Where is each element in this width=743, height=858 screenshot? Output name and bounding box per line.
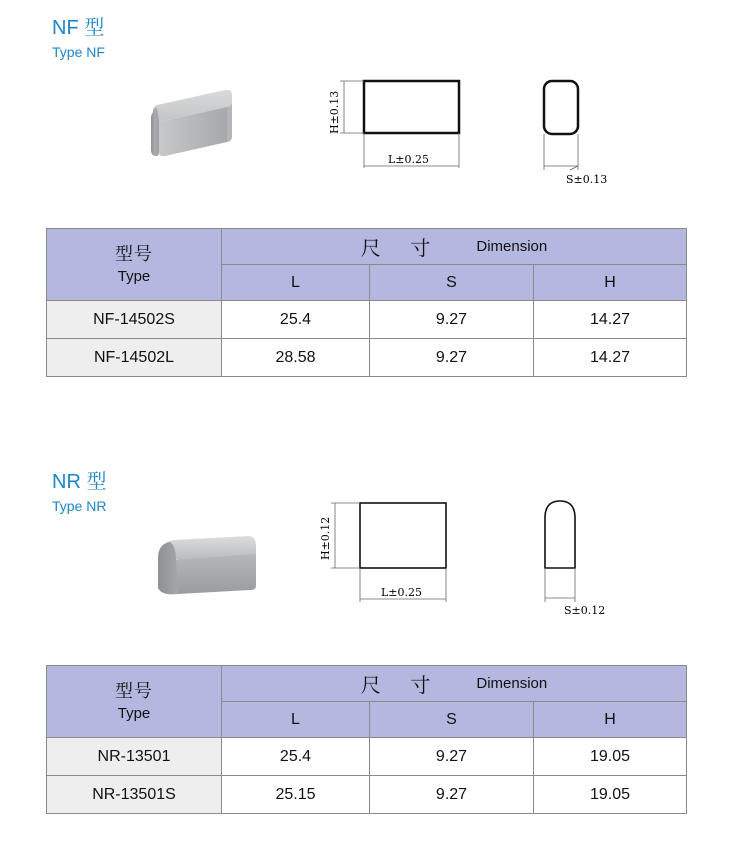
model-header-en: Type [117,267,151,285]
dimension-header-en: Dimension [476,238,548,255]
nr-front-view-drawing [315,490,475,605]
column-header-h: H [534,265,687,301]
nr-section-subtitle: Type NR [52,498,107,514]
nf-front-view-drawing [320,70,480,180]
nr-s-dimension-label: S±0.12 [564,604,606,617]
nf-spec-table [46,228,687,377]
table-row [47,776,687,814]
nf-s-dimension-label: S±0.13 [566,173,608,186]
value-cell-l: 25.4 [222,301,370,339]
dimension-header-cn: 尺 寸 [360,675,443,697]
nf-section-title: NF 型 [52,17,105,39]
column-header-l: L [222,265,370,301]
model-cell: NR-13501 [47,738,222,776]
value-cell-h: 14.27 [534,339,687,377]
nf-part-image [145,82,245,164]
model-header-cell [47,666,222,738]
nr-h-dimension-label: H±0.12 [319,516,332,560]
model-cell: NF-14502S [47,301,222,339]
nf-side-view-drawing [530,70,640,190]
nr-part-image [152,526,267,601]
table-row [47,301,687,339]
value-cell-s: 9.27 [370,776,534,814]
nr-section-title: NR 型 [52,471,107,493]
model-cell: NR-13501S [47,776,222,814]
value-cell-l: 25.15 [222,776,370,814]
value-cell-s: 9.27 [370,738,534,776]
value-cell-s: 9.27 [370,339,534,377]
model-header-cell [47,229,222,301]
model-header-cn: 型号 [115,243,153,264]
value-cell-h: 19.05 [534,776,687,814]
column-header-s: S [370,702,534,738]
column-header-s: S [370,265,534,301]
model-header-cn: 型号 [115,680,153,701]
model-cell: NF-14502L [47,339,222,377]
table-row [47,339,687,377]
dimension-header-cell [222,229,687,265]
nf-l-dimension-label: L±0.25 [388,153,430,166]
table-row [47,738,687,776]
column-header-l: L [222,702,370,738]
dimension-header-cn: 尺 寸 [360,238,443,260]
value-cell-l: 28.58 [222,339,370,377]
nr-l-dimension-label: L±0.25 [381,586,423,599]
nf-h-dimension-label: H±0.13 [328,90,341,134]
column-header-h: H [534,702,687,738]
dimension-header-en: Dimension [476,675,548,692]
nr-spec-table [46,665,687,814]
value-cell-l: 25.4 [222,738,370,776]
model-header-en: Type [117,704,151,722]
value-cell-h: 14.27 [534,301,687,339]
nr-side-view-drawing [530,490,640,620]
value-cell-s: 9.27 [370,301,534,339]
nf-section-subtitle: Type NF [52,44,105,60]
dimension-header-cell [222,666,687,702]
value-cell-h: 19.05 [534,738,687,776]
